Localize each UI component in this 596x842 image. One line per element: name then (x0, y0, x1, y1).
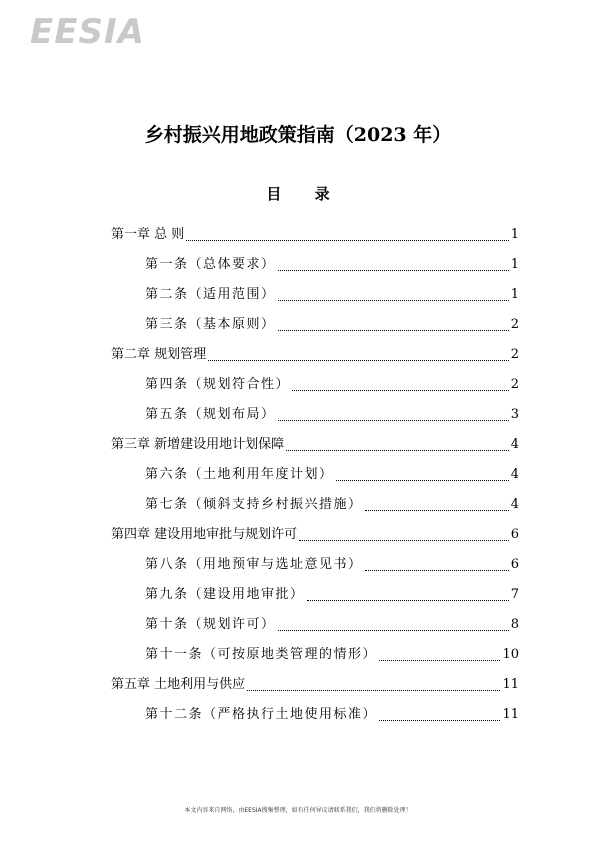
toc-entry-label: 第三章 新增建设用地计划保障 (111, 437, 285, 452)
toc-entry-label: 第十二条（严格执行土地使用标准） (145, 707, 378, 722)
toc-article-entry[interactable] (111, 310, 519, 340)
toc-leader-dots (336, 480, 509, 481)
toc-entry-label: 第二条（适用范围） (145, 287, 276, 302)
toc-leader-dots (278, 420, 509, 421)
toc-leader-dots (286, 450, 509, 451)
toc-page-number: 1 (510, 287, 519, 302)
toc-page-number: 7 (510, 587, 519, 602)
toc-page-number: 11 (502, 707, 519, 722)
toc-leader-dots (208, 360, 509, 361)
toc-leader-dots (278, 630, 509, 631)
toc-article-entry[interactable] (111, 280, 519, 310)
toc-article-entry[interactable] (111, 640, 519, 670)
toc-leader-dots (278, 300, 509, 301)
table-of-contents (111, 220, 519, 730)
toc-article-entry[interactable] (111, 550, 519, 580)
toc-page-number: 1 (510, 227, 519, 242)
toc-page-number: 2 (510, 377, 519, 392)
toc-chapter-entry[interactable] (111, 220, 519, 250)
toc-entry-label: 第四条（规划符合性） (145, 377, 291, 392)
toc-page-number: 4 (510, 497, 519, 512)
toc-page-number: 6 (510, 557, 519, 572)
toc-page-number: 2 (510, 317, 519, 332)
toc-leader-dots (186, 240, 508, 241)
toc-leader-dots (307, 600, 509, 601)
toc-leader-dots (379, 660, 500, 661)
toc-leader-dots (278, 330, 509, 331)
toc-entry-label: 第二章 规划管理 (111, 347, 207, 362)
toc-entry-label: 第八条（用地预审与选址意见书） (145, 557, 363, 572)
toc-page-number: 6 (510, 527, 519, 542)
toc-entry-label: 第五条（规划布局） (145, 407, 276, 422)
toc-entry-label: 第六条（土地利用年度计划） (145, 467, 334, 482)
toc-article-entry[interactable] (111, 610, 519, 640)
toc-page-number: 4 (510, 467, 519, 482)
toc-article-entry[interactable] (111, 580, 519, 610)
toc-leader-dots (365, 570, 509, 571)
toc-chapter-entry[interactable] (111, 520, 519, 550)
toc-heading: 目 录 (266, 185, 344, 203)
toc-entry-label: 第十一条（可按原地类管理的情形） (145, 647, 378, 662)
toc-chapter-entry[interactable] (111, 430, 519, 460)
toc-leader-dots (292, 390, 509, 391)
toc-entry-label: 第七条（倾斜支持乡村振兴措施） (145, 497, 363, 512)
toc-entry-label: 第三条（基本原则） (145, 317, 276, 332)
toc-leader-dots (299, 540, 509, 541)
document-title: 乡村振兴用地政策指南（2023 年） (144, 124, 452, 146)
toc-article-entry[interactable] (111, 490, 519, 520)
eesia-logo: EESIA (30, 12, 145, 52)
toc-leader-dots (247, 690, 500, 691)
toc-leader-dots (365, 510, 509, 511)
toc-entry-label: 第五章 土地利用与供应 (111, 677, 246, 692)
toc-article-entry[interactable] (111, 250, 519, 280)
toc-page-number: 2 (510, 347, 519, 362)
toc-page-number: 4 (510, 437, 519, 452)
footer-disclaimer: 本文内容来自网络，由EESIA搜集整理，如有任何异议请联系我们，我们将删除处理！ (184, 807, 412, 814)
toc-chapter-entry[interactable] (111, 670, 519, 700)
toc-page-number: 3 (510, 407, 519, 422)
toc-entry-label: 第四章 建设用地审批与规划许可 (111, 527, 298, 542)
toc-entry-label: 第九条（建设用地审批） (145, 587, 305, 602)
toc-entry-label: 第一条（总体要求） (145, 257, 276, 272)
toc-page-number: 10 (502, 647, 519, 662)
toc-article-entry[interactable] (111, 700, 519, 730)
toc-article-entry[interactable] (111, 400, 519, 430)
toc-article-entry[interactable] (111, 460, 519, 490)
toc-page-number: 11 (502, 677, 519, 692)
toc-entry-label: 第一章 总 则 (111, 227, 185, 242)
toc-page-number: 1 (510, 257, 519, 272)
toc-leader-dots (379, 720, 500, 721)
toc-entry-label: 第十条（规划许可） (145, 617, 276, 632)
toc-article-entry[interactable] (111, 370, 519, 400)
toc-chapter-entry[interactable] (111, 340, 519, 370)
toc-leader-dots (278, 270, 509, 271)
toc-page-number: 8 (510, 617, 519, 632)
